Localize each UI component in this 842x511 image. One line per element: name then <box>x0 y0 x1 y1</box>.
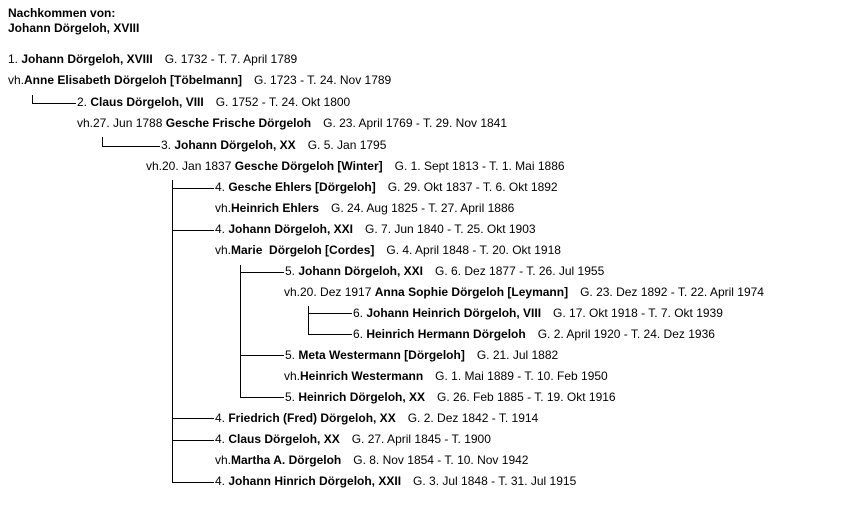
tree-connector <box>308 306 309 335</box>
report-subject: Johann Dörgeloh, XVIII <box>8 21 140 35</box>
person-name: Johann Dörgeloh, XVIII <box>21 52 153 66</box>
descendant-row <box>161 138 386 152</box>
person-name: Johann Dörgeloh, XX <box>174 138 296 152</box>
descendant-row <box>353 306 723 320</box>
life-dates: G. 29. Okt 1837 - T. 6. Okt 1892 <box>387 180 558 194</box>
marriage-info: vh. <box>215 243 232 257</box>
generation-number: 4. <box>215 180 229 194</box>
descendant-row <box>285 348 558 362</box>
life-dates: G. 1. Mai 1889 - T. 10. Feb 1950 <box>435 369 608 383</box>
tree-connector <box>308 313 352 314</box>
descendant-row <box>215 474 576 488</box>
person-name: Johann Dörgeloh, XXI <box>228 222 354 236</box>
life-dates: G. 1732 - T. 7. April 1789 <box>164 52 298 66</box>
person-name: Meta Westermann [Dörgeloh] <box>298 348 465 362</box>
person-name: Claus Dörgeloh, XX <box>228 432 340 446</box>
person-name: Heinrich Hermann Dörgeloh <box>366 327 526 341</box>
descendant-row <box>285 264 604 278</box>
generation-number: 5. <box>285 264 299 278</box>
tree-connector <box>172 440 214 441</box>
tree-connector <box>102 137 103 146</box>
person-name: Johann Dörgeloh, XXI <box>298 264 424 278</box>
tree-connector <box>32 103 76 104</box>
life-dates: G. 17. Okt 1918 - T. 7. Okt 1939 <box>553 306 723 320</box>
person-name: Gesche Frische Dörgeloh <box>165 116 312 130</box>
tree-connector <box>172 230 214 231</box>
life-dates: G. 23. April 1769 - T. 29. Nov 1841 <box>323 116 508 130</box>
person-name: Johann Hinrich Dörgeloh, XXII <box>228 474 402 488</box>
spouse-row <box>284 285 764 299</box>
life-dates: G. 23. Dez 1892 - T. 22. April 1974 <box>580 285 764 299</box>
tree-connector <box>240 355 284 356</box>
spouse-row <box>284 369 608 383</box>
tree-connector <box>308 334 352 335</box>
life-dates: G. 1752 - T. 24. Okt 1800 <box>215 95 351 109</box>
descendant-row <box>353 327 715 341</box>
spouse-row <box>77 116 507 130</box>
tree-connector <box>172 180 173 483</box>
tree-connector <box>240 265 241 398</box>
tree-connector <box>240 272 284 273</box>
person-name: Johann Heinrich Dörgeloh, VIII <box>366 306 542 320</box>
life-dates: G. 4. April 1848 - T. 20. Okt 1918 <box>386 243 561 257</box>
life-dates: G. 21. Jul 1882 <box>476 348 559 362</box>
life-dates: G. 1723 - T. 24. Nov 1789 <box>254 73 392 87</box>
tree-connector <box>172 482 214 483</box>
generation-number: 4. <box>215 474 229 488</box>
generation-number: 6. <box>353 306 367 320</box>
life-dates: G. 26. Feb 1885 - T. 19. Okt 1916 <box>437 390 616 404</box>
marriage-info: vh.20. Dez 1917 <box>284 285 375 299</box>
tree-connector <box>102 146 160 147</box>
person-name: Anne Elisabeth Dörgeloh [Töbelmann] <box>24 73 243 87</box>
spouse-row <box>215 243 561 257</box>
marriage-info: vh. <box>215 453 232 467</box>
person-name: Heinrich Ehlers <box>231 201 320 215</box>
generation-number: 2. <box>77 95 91 109</box>
generation-number: 3. <box>161 138 175 152</box>
spouse-row <box>8 73 391 87</box>
descendant-row <box>215 411 538 425</box>
life-dates: G. 2. Dez 1842 - T. 1914 <box>407 411 539 425</box>
person-name: Heinrich Westermann <box>300 369 424 383</box>
life-dates: G. 6. Dez 1877 - T. 26. Jul 1955 <box>435 264 605 278</box>
generation-number: 1. <box>8 52 22 66</box>
descendant-row <box>215 180 558 194</box>
descendant-row <box>285 390 616 404</box>
life-dates: G. 3. Jul 1848 - T. 31. Jul 1915 <box>413 474 577 488</box>
life-dates: G. 7. Jun 1840 - T. 25. Okt 1903 <box>365 222 536 236</box>
descendant-row <box>77 95 350 109</box>
generation-number: 5. <box>285 390 299 404</box>
spouse-row <box>215 201 514 215</box>
tree-connector <box>172 418 214 419</box>
person-name: Friedrich (Fred) Dörgeloh, XX <box>228 411 396 425</box>
person-name: Gesche Ehlers [Dörgeloh] <box>228 180 376 194</box>
descendant-row <box>8 52 297 66</box>
descendant-row <box>215 222 536 236</box>
life-dates: G. 2. April 1920 - T. 24. Dez 1936 <box>537 327 715 341</box>
person-name: Heinrich Dörgeloh, XX <box>298 390 426 404</box>
tree-connector <box>32 95 33 103</box>
person-name: Marie Dörgeloh [Cordes] <box>231 243 375 257</box>
marriage-info: vh.27. Jun 1788 <box>77 116 166 130</box>
person-name: Claus Dörgeloh, VIII <box>90 95 204 109</box>
person-name: Gesche Dörgeloh [Winter] <box>234 159 383 173</box>
generation-number: 6. <box>353 327 367 341</box>
generation-number: 4. <box>215 222 229 236</box>
life-dates: G. 24. Aug 1825 - T. 27. April 1886 <box>331 201 515 215</box>
life-dates: G. 27. April 1845 - T. 1900 <box>351 432 491 446</box>
generation-number: 4. <box>215 411 229 425</box>
spouse-row <box>146 159 565 173</box>
person-name: Martha A. Dörgeloh <box>231 453 342 467</box>
marriage-info: vh. <box>215 201 232 215</box>
descendant-row <box>215 432 491 446</box>
spouse-row <box>215 453 528 467</box>
marriage-info: vh.20. Jan 1837 <box>146 159 235 173</box>
report-title: Nachkommen von: <box>8 6 116 20</box>
life-dates: G. 5. Jan 1795 <box>307 138 387 152</box>
marriage-info: vh. <box>284 369 301 383</box>
generation-number: 5. <box>285 348 299 362</box>
tree-connector <box>172 188 214 189</box>
life-dates: G. 1. Sept 1813 - T. 1. Mai 1886 <box>394 159 565 173</box>
person-name: Anna Sophie Dörgeloh [Leymann] <box>374 285 569 299</box>
generation-number: 4. <box>215 432 229 446</box>
marriage-info: vh. <box>8 73 25 87</box>
life-dates: G. 8. Nov 1854 - T. 10. Nov 1942 <box>353 453 529 467</box>
tree-connector <box>240 397 284 398</box>
